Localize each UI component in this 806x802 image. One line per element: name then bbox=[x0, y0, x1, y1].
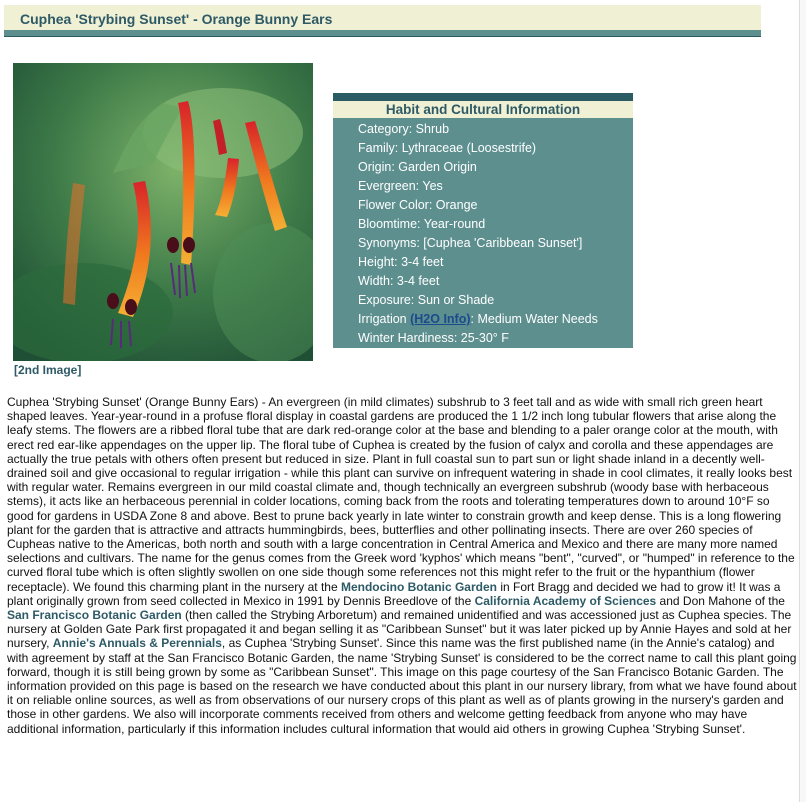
info-winter-hardiness: Winter Hardiness: 25-30° F bbox=[358, 331, 509, 345]
title-divider bbox=[4, 30, 761, 37]
scrollbar[interactable] bbox=[799, 0, 806, 802]
description-text-4: (then called the Strybing Arboretum) and remained unidentified and was accessioned just as Cuphea species. The nursery at Golden Gate Park first propagated it and began selling it as "Caribbean Sunset" but it was later picked up by Annie Hayes and sold at her nursery, bbox=[7, 608, 792, 651]
h2o-info-link[interactable]: (H2O Info) bbox=[410, 312, 471, 326]
annies-annuals-link[interactable]: Annie's Annuals & Perennials bbox=[52, 636, 222, 651]
info-origin: Origin: Garden Origin bbox=[358, 160, 477, 174]
description-text-2: in Fort Bragg and decided we had to grow it! It was a plant originally grown from seed collected in Mexico in 1991 by Dennis Breedlove of the bbox=[7, 579, 781, 608]
info-category: Category: Shrub bbox=[358, 122, 450, 136]
info-bloomtime: Bloomtime: Year-round bbox=[358, 217, 486, 231]
description-text-3: and Don Mahone of the bbox=[656, 593, 785, 608]
info-flower-color: Flower Color: Orange bbox=[358, 198, 478, 212]
page-title: Cuphea 'Strybing Sunset' - Orange Bunny Ears bbox=[20, 11, 333, 27]
info-irrigation bbox=[358, 310, 633, 329]
irrigation-label: Irrigation bbox=[358, 312, 411, 326]
second-image-link[interactable]: [2nd Image] bbox=[14, 363, 82, 377]
info-list bbox=[333, 118, 633, 348]
info-family: Family: Lythraceae (Loosestrife) bbox=[358, 141, 537, 155]
panel-top-rule bbox=[333, 93, 633, 101]
info-height: Height: 3-4 feet bbox=[358, 255, 444, 269]
info-evergreen: Evergreen: Yes bbox=[358, 179, 443, 193]
info-synonyms: Synonyms: [Cuphea 'Caribbean Sunset'] bbox=[358, 236, 583, 250]
info-width: Width: 3-4 feet bbox=[358, 274, 440, 288]
description-text-1: Cuphea 'Strybing Sunset' (Orange Bunny Ears) - An evergreen (in mild climates) subshrub to 3 feet tall and as wide with small rich green heart shaped leaves. Year-year-round in a profuse floral display in coastal gardens are produced the 1 1/2 inch long tubular flowers that arise along the leafy stems. The flowers are a ribbed floral tube that are dark red-orange color at the base and blending to a paler orange color at the mouth, with erect red ear-like appendages on the upper lip. The floral tube of Cuphea is created by the fusion of calyx and corolla and these appendages are actually the true petals with others often present but reduced in size. Plant in full coastal sun to part sun or light shade inland in a decently well-drained soil and give occasional to regular irrigation - while this plant can survive on infrequent watering in shade in cool climates, it really looks best with regular water. Remains evergreen in our mild coastal climate and, though technically an evergreen subshrub (woody base with herbaceous stems), it acts like an herbaceous perennial in colder locations, coming back from the roots and tolerating temperatures down to around 10°F so good for gardens in USDA Zone 8 and above. Best to prune back yearly in late winter to constrain growth and keep dense. This is a long flowering plant for the garden that is attractive and attracts hummingbirds, bees, butterflies and other pollinating insects. There are over 260 species of Cupheas native to the Americas, both north and south with a large concentration in Central America and Mexico and there are many more named selections and cultivars. The name for the genus comes from the Greek word 'kyphos' which means "bent", "curved", or "humped" in reference to the curved floral tube which is often slightly swollen on one side though some references not this might refer to the fruit or the hypanthium (flower receptacle). We found this charming plant in the nursery at the bbox=[7, 395, 795, 594]
description-text-5: , as Cuphea 'Strybing Sunset'. Since this name was the first published name (in the Annie's catalog) and with agreement by staff at the San Francisco Botanic Garden, the name 'Strybing Sunset' is considered to be the correct name to call this plant going forward, though it is still being grown by some as "Caribbean Sunset". This image on this page courtesy of the San Francisco Botanic Garden. The information provided on this page is based on the research we have conducted about this plant in our nursery library, from what we have found about it on reliable online sources, as well as from observations of our nursery crops of this plant as well as of plants growing in the nursery's garden and those in other gardens. We also will incorporate comments received from others and welcome getting feedback from anyone who may have additional information, particularly if this information includes cultural information that would aid others in growing Cuphea 'Strybing Sunset'. bbox=[7, 636, 797, 736]
mendocino-garden-link[interactable]: Mendocino Botanic Garden bbox=[340, 579, 497, 594]
irrigation-value: : Medium Water Needs bbox=[470, 312, 598, 326]
panel-heading: Habit and Cultural Information bbox=[333, 101, 633, 118]
california-academy-link[interactable]: California Academy of Sciences bbox=[474, 593, 657, 608]
plant-photo-image bbox=[13, 63, 313, 361]
habit-info-panel bbox=[333, 93, 633, 348]
title-bar bbox=[4, 5, 761, 30]
plant-photo[interactable] bbox=[13, 63, 313, 361]
sf-botanic-garden-link[interactable]: San Francisco Botanic Garden bbox=[7, 608, 182, 623]
info-exposure: Exposure: Sun or Shade bbox=[358, 293, 495, 307]
plant-description bbox=[7, 395, 799, 736]
